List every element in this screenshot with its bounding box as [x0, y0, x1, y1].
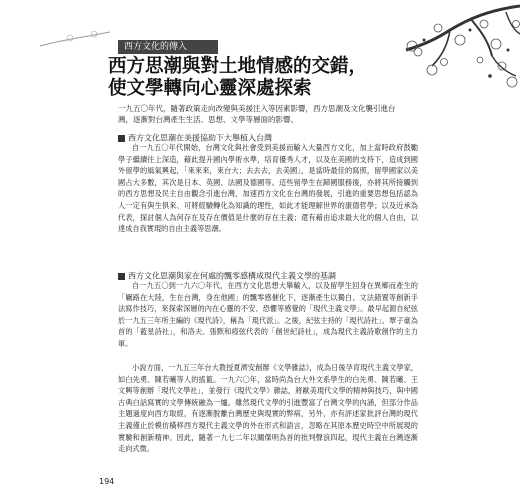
section-heading-text: 西方文化思潮與家在何處的飄零感構成現代主義文學的基調: [128, 271, 336, 281]
body-paragraph: 自一九五〇年代開始，台灣文化與社會受到美援而輸入大量西方文化，加上當時政府鼓勵學子繼續往上深造，藉此提升國內學術水準，培育優秀人才，以及在美國的支持下，造成到國外留學的風氣興起，「來來來，來台大；去去去，去美國」，是當時最佳的寫照，留學國家以美國占大多數，其次是日本、英國、法國及德國等。這些留學生在歸國服務後，亦將其所接觸到的西方思想及民主自由觀念引進台灣，加速西方文化在台灣的發展，引進的重要思想包括認為人一定有與生俱來、可將經驗轉化為知識的理性，如此才能理解世界的康德哲學；以及近承為代表，探討個人為何存在及存在價值是什麼的存在主義；還有藉由追求最大化的個人自由，以達成自我實現的自由主義等思潮。: [118, 143, 418, 234]
section-heading-text: 西方文化思潮在美援協助下大舉植入台灣: [128, 133, 272, 143]
section-heading-1: [118, 128, 418, 143]
heading-bullet-icon: [118, 135, 125, 142]
page-number: 194: [99, 477, 115, 486]
branch-illustration-small: [40, 26, 120, 56]
body-paragraph: 小說方面，一九五三年台大教授夏濟安創辦《文學雜誌》，成為日後孕育現代主義文學家，如白先勇、陳若曦等人的搖籃。一九六〇年，當時尚為台大外文系學生的白先勇、陳若曦、王文興等創辦「現代文學社」，並發行《現代文學》雜誌，將歐美現代文學的精神與技巧，與中國古典白話寫實的文學傳統融為一爐。雖然現代文學的引進豐富了台灣文學的內涵，但部分作品主題過度向西方取經，有逐漸脫離台灣歷史與現實的弊病，另外，亦有評述家批評台灣的現代主義僅止於模仿橫移西方現代主義文學的外在形式和語言，忽略在其原本歷史時空中所展現的實驗和創新精神。因此，隨著一九七二年以關傑明為首的批判聲浪四起，現代主義在台灣逐漸走向式微。: [118, 363, 418, 454]
page-title: [108, 56, 367, 100]
title-line-1: 西方思潮與對土地情感的交錯，: [108, 56, 368, 77]
title-line-2: 使文學轉向心靈深處探索: [108, 78, 312, 99]
body-paragraph: 自一九五〇到一九六〇年代，在西方文化思想大舉輸入，以及留學生回身在異鄉而產生的「羈路在大陸，生在台灣，身在他國」的飄零感催化下，逐漸產生以獨白、文法錯置等創新手法寫作技巧，來探索深層的內在心靈的不安、恐懼等感覺的「現代主義文學」。最早起源自紀弦於一九五三年所主編的《現代詩》，稱為「現代派」。之後，紀弦主持的「現代詩社」、覃子豪為首的「藍星詩社」，和洛夫、張默和瘂弦代表的「創世紀詩社」，成為現代主義詩歌創作的主力軍。: [118, 281, 418, 348]
heading-bullet-icon: [118, 273, 125, 280]
section-tag: 西方文化的傳入: [118, 40, 218, 54]
section-heading-2: [118, 266, 418, 281]
lead-paragraph: 一九五〇年代，隨著政策走向改變與美援注入等因素影響，西方思潮及文化襲引進台灣，逐漸對台灣產生生活、思想、文學等層面的影響。: [118, 104, 396, 124]
